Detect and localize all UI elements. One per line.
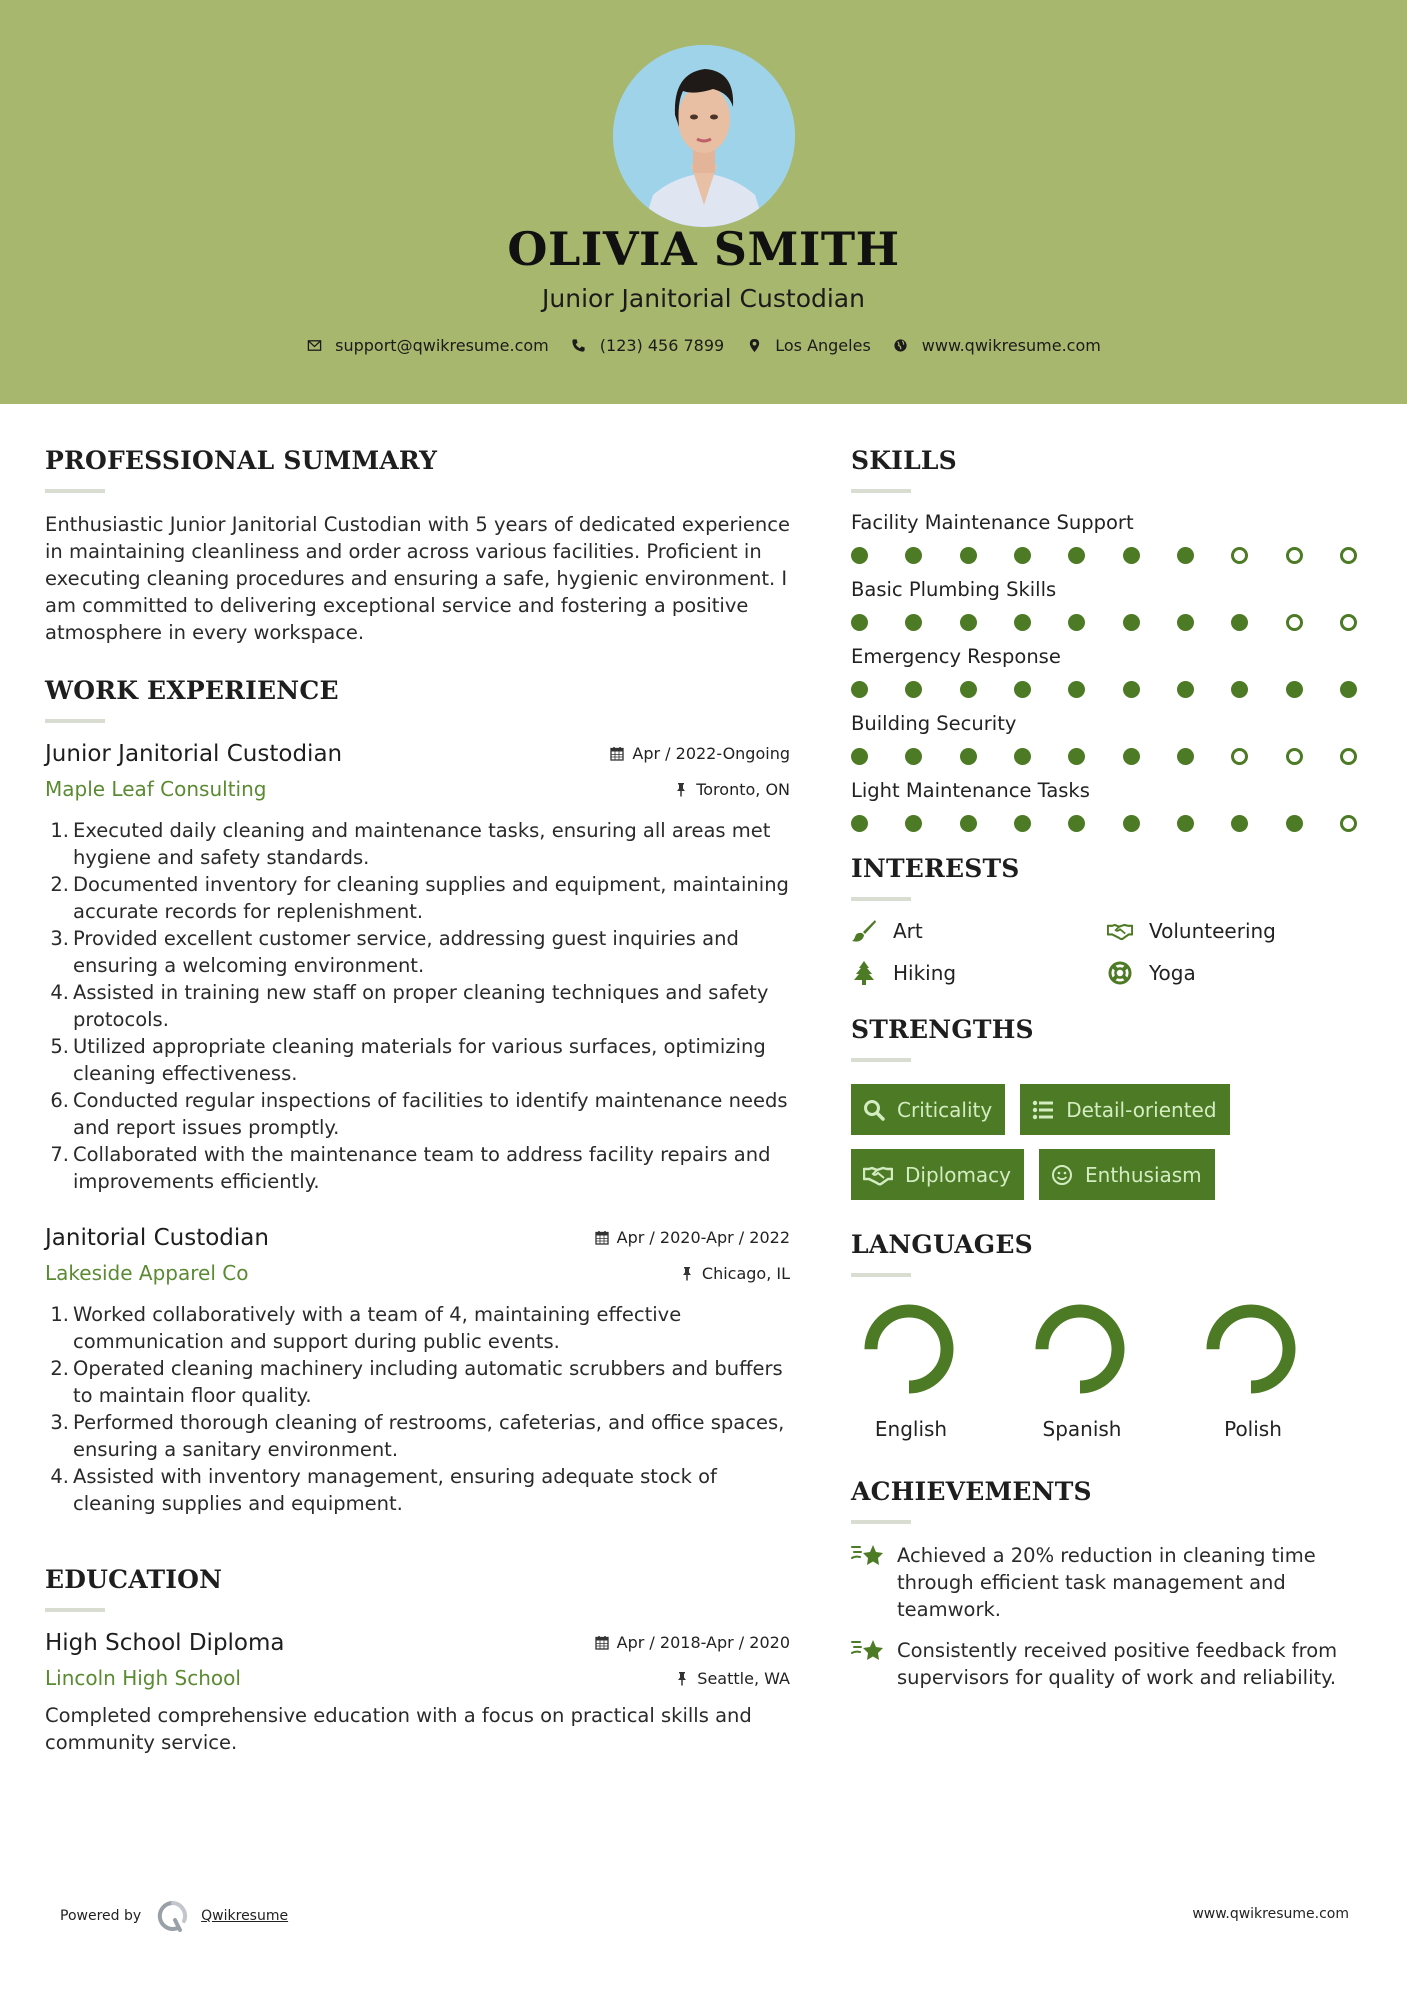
- rating-dot-filled: [960, 681, 977, 698]
- rating-dot-filled: [1068, 614, 1085, 631]
- left-column: [45, 446, 790, 1756]
- rating-dot-filled: [1231, 681, 1248, 698]
- achievement-item: [851, 1542, 1371, 1623]
- rating-dot-filled: [1177, 547, 1194, 564]
- rating-dot-empty: [1231, 547, 1248, 564]
- skill-rating: [851, 547, 1357, 564]
- skill-name: Emergency Response: [851, 645, 1061, 668]
- education-entry: [45, 1630, 790, 1756]
- footer-powered-by: [60, 1900, 288, 1932]
- skill-rating: [851, 748, 1357, 765]
- job-bullet: 2. Documented inventory for cleaning supplies and equipment, maintaining accurate records for replenishment.: [50, 873, 789, 923]
- languages-list: [851, 1299, 1371, 1441]
- rating-dot-filled: [960, 815, 977, 832]
- language-name: English: [874, 1417, 948, 1441]
- rating-dot-filled: [1068, 815, 1085, 832]
- language-progress-ring: [1201, 1299, 1301, 1399]
- life-ring-icon: [1107, 961, 1133, 985]
- rating-dot-filled: [960, 547, 977, 564]
- education-date-text: Apr / 2018-Apr / 2020: [616, 1633, 790, 1652]
- strength-tag: [851, 1084, 1005, 1135]
- rating-dot-empty: [1340, 815, 1357, 832]
- rating-dot-filled: [1177, 815, 1194, 832]
- skill-rating: [851, 681, 1357, 698]
- rating-dot-filled: [1177, 748, 1194, 765]
- contact-phone-text: (123) 456 7899: [599, 336, 725, 355]
- pushpin-icon: [675, 1671, 689, 1686]
- experience-section: [45, 676, 790, 1517]
- pushpin-icon: [674, 782, 688, 797]
- rating-dot-empty: [1286, 748, 1303, 765]
- contact-website[interactable]: [893, 336, 1101, 355]
- rating-dot-filled: [1177, 614, 1194, 631]
- calendar-icon: [610, 746, 624, 761]
- job-location: [680, 1264, 790, 1283]
- strength-label: Criticality: [897, 1097, 993, 1122]
- qwikresume-link[interactable]: Qwikresume: [201, 1908, 289, 1924]
- rating-dot-filled: [1123, 614, 1140, 631]
- rating-dot-filled: [1014, 815, 1031, 832]
- company-name: Lakeside Apparel Co: [45, 1261, 249, 1285]
- rating-dot-empty: [1286, 547, 1303, 564]
- rating-dot-filled: [960, 748, 977, 765]
- school-name: Lincoln High School: [45, 1666, 241, 1690]
- rating-dot-filled: [1123, 547, 1140, 564]
- rating-dot-filled: [851, 681, 868, 698]
- profile-photo: [613, 45, 795, 227]
- strength-tag: [1039, 1149, 1215, 1200]
- degree-title: High School Diploma: [45, 1630, 285, 1656]
- education-location: [675, 1669, 790, 1688]
- rating-dot-filled: [1068, 748, 1085, 765]
- search-icon: [863, 1099, 885, 1121]
- shooting-star-icon: [851, 1542, 885, 1570]
- job-location: [674, 780, 790, 799]
- rating-dot-empty: [1231, 748, 1248, 765]
- qwikresume-logo-icon: [157, 1900, 189, 1932]
- language-name: Spanish: [1042, 1417, 1122, 1441]
- interest-label: Yoga: [1149, 961, 1196, 985]
- powered-by-label: Powered by: [60, 1908, 142, 1924]
- rating-dot-filled: [1068, 681, 1085, 698]
- education-location-text: Seattle, WA: [697, 1668, 790, 1688]
- contact-location: [746, 336, 871, 355]
- skill-item: [851, 578, 1371, 631]
- summary-section: [45, 446, 790, 646]
- section-divider: [45, 489, 105, 493]
- language-progress-ring: [859, 1299, 959, 1399]
- job-bullet: 3. Performed thorough cleaning of restrooms, cafeterias, and office spaces, ensuring a sanitary environment.: [50, 1411, 785, 1461]
- interest-item: [1107, 961, 1363, 985]
- skill-item: [851, 645, 1371, 698]
- job-bullet: 1. Worked collaboratively with a team of 4, maintaining effective communication and support during public events.: [50, 1303, 682, 1353]
- candidate-title: Junior Janitorial Custodian: [542, 284, 865, 313]
- handshake-icon: [863, 1164, 893, 1186]
- smile-icon: [1051, 1164, 1073, 1186]
- achievements-section: [851, 1477, 1371, 1691]
- job-bullets: [45, 1301, 790, 1517]
- education-date: [595, 1633, 790, 1652]
- rating-dot-filled: [1123, 815, 1140, 832]
- job-bullet: 4. Assisted with inventory management, ensuring adequate stock of cleaning supplies and equipment.: [50, 1465, 717, 1515]
- section-divider: [45, 1608, 105, 1612]
- paint-brush-icon: [851, 919, 877, 943]
- rating-dot-empty: [1340, 748, 1357, 765]
- job-date-text: Apr / 2022-Ongoing: [632, 744, 790, 763]
- job-bullet: 7. Collaborated with the maintenance team to address facility repairs and improvements efficiently.: [50, 1143, 771, 1193]
- interest-label: Hiking: [893, 961, 957, 985]
- job-bullet: 2. Operated cleaning machinery including automatic scrubbers and buffers to maintain floor quality.: [50, 1357, 783, 1407]
- job-date: [610, 744, 790, 763]
- skill-name: Light Maintenance Tasks: [851, 779, 1090, 802]
- achievements-heading: ACHIEVEMENTS: [851, 1477, 1092, 1506]
- section-divider: [45, 719, 105, 723]
- job-location-text: Toronto, ON: [696, 779, 790, 799]
- summary-heading: PROFESSIONAL SUMMARY: [45, 446, 438, 475]
- interest-label: Volunteering: [1149, 919, 1276, 943]
- contact-phone[interactable]: [571, 336, 724, 355]
- interest-item: [851, 961, 1107, 985]
- rating-dot-empty: [1286, 614, 1303, 631]
- strengths-section: [851, 1015, 1371, 1200]
- rating-dot-filled: [960, 614, 977, 631]
- interests-section: [851, 854, 1371, 985]
- skill-name: Building Security: [851, 712, 1017, 735]
- rating-dot-filled: [1123, 748, 1140, 765]
- list-icon: [1032, 1099, 1054, 1121]
- language-item: [1193, 1299, 1364, 1441]
- rating-dot-filled: [905, 547, 922, 564]
- profile-photo-image: [613, 45, 795, 227]
- interests-list: [851, 919, 1371, 985]
- strength-label: Enthusiasm: [1085, 1162, 1202, 1187]
- interests-heading: INTERESTS: [851, 854, 1020, 883]
- rating-dot-filled: [1340, 681, 1357, 698]
- contact-location-text: Los Angeles: [775, 336, 871, 355]
- rating-dot-filled: [1014, 547, 1031, 564]
- rating-dot-filled: [905, 815, 922, 832]
- rating-dot-filled: [851, 815, 868, 832]
- job-bullet: 1. Executed daily cleaning and maintenance tasks, ensuring all areas met hygiene and safety standards.: [50, 819, 771, 869]
- rating-dot-filled: [1123, 681, 1140, 698]
- skill-item: [851, 511, 1371, 564]
- job-bullet: 4. Assisted in training new staff on proper cleaning techniques and safety protocols.: [50, 981, 769, 1031]
- shooting-star-icon: [851, 1637, 885, 1665]
- tree-icon: [851, 961, 877, 985]
- skill-item: [851, 779, 1371, 832]
- globe-icon: [893, 338, 909, 354]
- strength-label: Diplomacy: [905, 1162, 1012, 1187]
- job-bullet: 6. Conducted regular inspections of facilities to identify maintenance needs and report issues promptly.: [50, 1089, 788, 1139]
- job-date-text: Apr / 2020-Apr / 2022: [616, 1228, 790, 1247]
- rating-dot-filled: [1231, 614, 1248, 631]
- language-item: [1022, 1299, 1193, 1441]
- language-progress-ring: [1030, 1299, 1130, 1399]
- strengths-heading: STRENGTHS: [851, 1015, 1034, 1044]
- skill-rating: [851, 614, 1357, 631]
- job-bullet: 3. Provided excellent customer service, addressing guest inquiries and ensuring a welcoming environment.: [50, 927, 739, 977]
- section-divider: [851, 1520, 911, 1524]
- pushpin-icon: [680, 1266, 694, 1281]
- skills-heading: SKILLS: [851, 446, 957, 475]
- job-title: Janitorial Custodian: [45, 1225, 269, 1251]
- section-divider: [851, 1273, 911, 1277]
- languages-section: [851, 1230, 1371, 1441]
- achievement-text: Achieved a 20% reduction in cleaning time through efficient task management and teamwork.: [897, 1544, 1316, 1621]
- job-entry: [45, 741, 790, 1195]
- phone-icon: [571, 338, 587, 354]
- contact-bar: [0, 336, 1407, 355]
- languages-heading: LANGUAGES: [851, 1230, 1033, 1259]
- education-heading: EDUCATION: [45, 1565, 223, 1594]
- skill-item: [851, 712, 1371, 765]
- job-bullet: 5. Utilized appropriate cleaning materials for various surfaces, optimizing cleaning effectiveness.: [50, 1035, 766, 1085]
- calendar-icon: [595, 1635, 609, 1650]
- achievement-item: [851, 1637, 1371, 1691]
- rating-dot-filled: [905, 748, 922, 765]
- footer-website[interactable]: www.qwikresume.com: [1192, 1906, 1349, 1922]
- interest-item: [851, 919, 1107, 943]
- rating-dot-empty: [1340, 547, 1357, 564]
- education-section: [45, 1565, 790, 1756]
- job-bullets: [45, 817, 790, 1195]
- section-divider: [851, 1058, 911, 1062]
- rating-dot-filled: [1014, 748, 1031, 765]
- job-date: [595, 1228, 790, 1247]
- rating-dot-filled: [851, 748, 868, 765]
- skills-list: [851, 511, 1371, 832]
- rating-dot-filled: [1231, 815, 1248, 832]
- candidate-name: OLIVIA SMITH: [507, 222, 900, 276]
- rating-dot-filled: [1014, 614, 1031, 631]
- calendar-icon: [595, 1230, 609, 1245]
- rating-dot-filled: [905, 614, 922, 631]
- rating-dot-filled: [905, 681, 922, 698]
- rating-dot-filled: [1177, 681, 1194, 698]
- interest-item: [1107, 919, 1363, 943]
- summary-text: Enthusiastic Junior Janitorial Custodian with 5 years of dedicated experience in maintaining cleanliness and order across various facilities. Proficient in executing cleaning procedures and ensuring a safe, hygienic environment. I am committed to delivering exceptional service and fostering a positive atmosphere in every workspace.: [45, 513, 790, 644]
- envelope-icon: [306, 338, 322, 354]
- rating-dot-filled: [1286, 815, 1303, 832]
- right-column: [851, 446, 1371, 1705]
- interest-label: Art: [893, 919, 923, 943]
- strength-tag: [851, 1149, 1024, 1200]
- achievement-text: Consistently received positive feedback from supervisors for quality of work and reliability.: [897, 1639, 1338, 1689]
- handshake-icon: [1107, 919, 1133, 943]
- education-description: Completed comprehensive education with a focus on practical skills and community service.: [45, 1704, 752, 1754]
- skill-name: Basic Plumbing Skills: [851, 578, 1057, 601]
- skill-name: Facility Maintenance Support: [851, 511, 1134, 534]
- job-title: Junior Janitorial Custodian: [45, 741, 343, 767]
- resume-header: [0, 0, 1407, 404]
- strength-label: Detail-oriented: [1066, 1097, 1217, 1122]
- section-divider: [851, 897, 911, 901]
- rating-dot-empty: [1340, 614, 1357, 631]
- section-divider: [851, 489, 911, 493]
- language-name: Polish: [1224, 1417, 1282, 1441]
- skills-section: [851, 446, 1371, 832]
- rating-dot-filled: [1286, 681, 1303, 698]
- contact-email-text: support@qwikresume.com: [335, 336, 549, 355]
- language-item: [851, 1299, 1022, 1441]
- strength-tag: [1020, 1084, 1229, 1135]
- rating-dot-filled: [851, 547, 868, 564]
- rating-dot-filled: [1068, 547, 1085, 564]
- map-marker-icon: [746, 338, 762, 354]
- job-entry: [45, 1225, 790, 1517]
- skill-rating: [851, 815, 1357, 832]
- rating-dot-filled: [851, 614, 868, 631]
- contact-email[interactable]: [306, 336, 549, 355]
- job-location-text: Chicago, IL: [701, 1263, 790, 1283]
- experience-heading: WORK EXPERIENCE: [45, 676, 339, 705]
- strengths-list: [851, 1084, 1371, 1200]
- rating-dot-filled: [1014, 681, 1031, 698]
- company-name: Maple Leaf Consulting: [45, 777, 267, 801]
- contact-website-text: www.qwikresume.com: [921, 336, 1101, 355]
